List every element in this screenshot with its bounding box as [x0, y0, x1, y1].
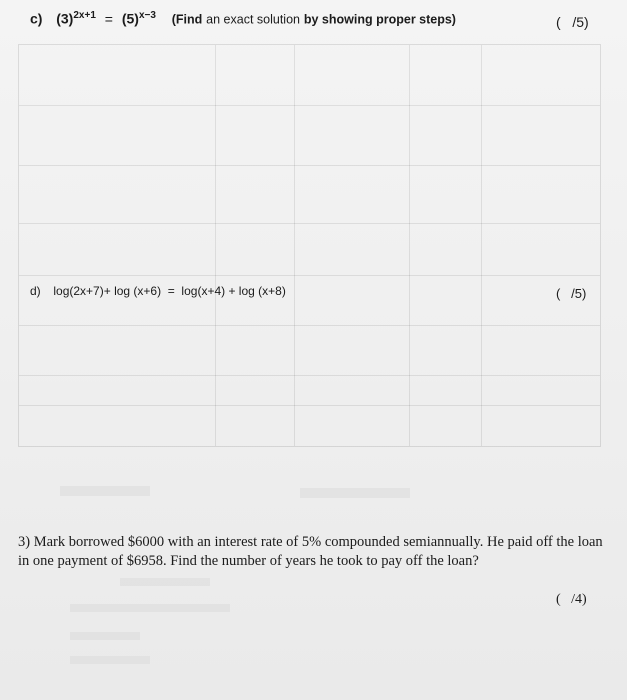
grid-row-line: [19, 165, 600, 166]
question-c-rhs-exponent: x−3: [138, 10, 156, 21]
grid-row-line: [19, 275, 600, 276]
question-c-lhs-exponent: 2x+1: [73, 10, 96, 21]
question-d: [30, 284, 286, 298]
reverse-side-shadow: [70, 632, 140, 640]
reverse-side-shadow: [300, 488, 410, 498]
reverse-side-shadow: [70, 656, 150, 664]
question-c-rhs-base: (5): [121, 10, 139, 27]
question-c-label: c): [30, 10, 43, 27]
faint-table-grid: [18, 44, 601, 447]
question-3-marks: ( /4): [556, 592, 587, 607]
question-c: [30, 10, 456, 27]
grid-row-line: [19, 405, 600, 406]
reverse-side-shadow: [60, 486, 150, 496]
grid-row-line: [19, 375, 600, 376]
question-d-marks: ( /5): [556, 286, 587, 301]
reverse-side-shadow: [120, 578, 210, 586]
question-c-lhs-base: (3): [56, 10, 74, 27]
question-c-marks: ( /5): [556, 14, 589, 30]
question-3-text: 3) Mark borrowed $6000 with an interest rate of 5% compounded semiannually. He paid off the loan in one payment of $6958. Find the number of years he took to pay off the loan?: [18, 534, 603, 569]
question-d-equation: log(2x+7)+ log (x+6) = log(x+4) + log (x+8): [53, 284, 286, 298]
question-c-instruction-end: by showing proper steps): [303, 12, 456, 27]
question-d-label: d): [30, 284, 41, 298]
reverse-side-shadow: [70, 604, 230, 612]
grid-row-line: [19, 325, 600, 326]
question-c-instruction-mid: an exact solution: [206, 12, 300, 27]
question-c-equals: =: [104, 10, 113, 27]
question-c-instruction-start: (Find: [171, 12, 203, 27]
grid-row-line: [19, 223, 600, 224]
grid-row-line: [19, 105, 600, 106]
